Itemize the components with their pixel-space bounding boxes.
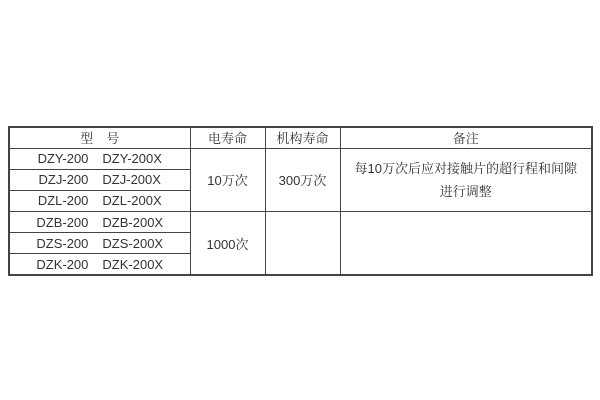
col-header-mechanism-life: 机构寿命 [265, 127, 340, 148]
model-name: DZB-200 [36, 214, 89, 230]
model-pair [38, 151, 162, 166]
model-name: DZJ-200X [102, 172, 161, 188]
table-row [9, 148, 592, 169]
remarks-line-1: 每10万次后应对接触片的超行程和间隙 [354, 160, 577, 176]
model-name: DZJ-200 [38, 172, 89, 188]
remarks-line-2: 进行调整 [439, 183, 492, 199]
model-cell [9, 212, 190, 233]
model-name: DZS-200X [102, 235, 164, 251]
model-name: DZL-200X [102, 193, 162, 209]
table-row [9, 212, 592, 233]
model-pair [36, 215, 163, 230]
remarks-cell [340, 148, 592, 211]
model-name: DZY-200X [102, 151, 162, 167]
model-cell [9, 233, 190, 254]
table-header-row [9, 127, 592, 148]
col-header-electrical-life: 电寿命 [190, 127, 265, 148]
col-header-remarks: 备注 [340, 127, 592, 148]
electrical-life-cell: 10万次 [190, 148, 265, 211]
model-cell [9, 148, 190, 169]
model-cell [9, 169, 190, 190]
mechanism-life-cell [265, 212, 340, 275]
model-name: DZS-200 [36, 235, 89, 251]
remarks-cell [340, 212, 592, 275]
electrical-life-cell: 1000次 [190, 212, 265, 275]
model-name: DZY-200 [37, 151, 89, 167]
model-pair [39, 172, 161, 187]
model-pair [38, 193, 162, 208]
spec-table [8, 126, 593, 276]
model-pair [36, 236, 163, 251]
col-header-model: 型 号 [9, 127, 190, 148]
model-name: DZB-200X [102, 214, 164, 230]
model-pair [36, 257, 163, 272]
model-name: DZL-200 [37, 193, 89, 209]
model-name: DZK-200X [102, 256, 164, 272]
mechanism-life-cell: 300万次 [265, 148, 340, 211]
model-name: DZK-200 [36, 256, 89, 272]
model-cell [9, 190, 190, 211]
model-cell [9, 254, 190, 275]
